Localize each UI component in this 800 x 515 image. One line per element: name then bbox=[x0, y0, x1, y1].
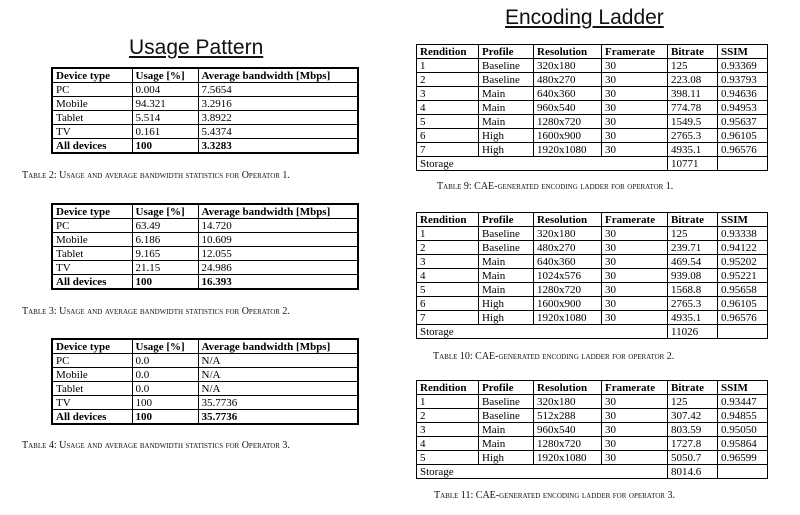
table-cell: 3 bbox=[417, 255, 479, 269]
table-cell: Main bbox=[479, 423, 534, 437]
table-cell: 100 bbox=[132, 396, 198, 410]
table-row bbox=[417, 423, 768, 437]
storage-label: Storage bbox=[417, 157, 668, 171]
table-row bbox=[417, 115, 768, 129]
table-cell: 125 bbox=[668, 227, 718, 241]
table-header-row bbox=[52, 68, 358, 83]
table-cell: 307.42 bbox=[668, 409, 718, 423]
table-cell: 1920x1080 bbox=[534, 311, 602, 325]
encoding-ladder-table-operator-3 bbox=[416, 380, 768, 479]
table-cell: 3.3283 bbox=[198, 139, 358, 154]
table-cell: 0.96105 bbox=[718, 297, 768, 311]
table-cell: 0.95637 bbox=[718, 115, 768, 129]
table-cell: 512x288 bbox=[534, 409, 602, 423]
table-cell: 125 bbox=[668, 59, 718, 73]
table-row bbox=[52, 396, 358, 410]
table-cell: Main bbox=[479, 87, 534, 101]
table-cell: 21.15 bbox=[132, 261, 198, 275]
table-row bbox=[52, 219, 358, 233]
table-cell: 223.08 bbox=[668, 73, 718, 87]
table-cell: 0.161 bbox=[132, 125, 198, 139]
table-cell bbox=[718, 325, 768, 339]
storage-value: 10771 bbox=[668, 157, 718, 171]
table-cell: 0.0 bbox=[132, 382, 198, 396]
table-cell: 5 bbox=[417, 451, 479, 465]
table-cell: Tablet bbox=[52, 382, 132, 396]
table-cell: Mobile bbox=[52, 233, 132, 247]
table-row bbox=[417, 311, 768, 325]
table-cell: 320x180 bbox=[534, 227, 602, 241]
table-row bbox=[417, 437, 768, 451]
storage-label: Storage bbox=[417, 465, 668, 479]
table-row bbox=[417, 395, 768, 409]
table-row bbox=[52, 97, 358, 111]
table-cell: 1920x1080 bbox=[534, 143, 602, 157]
header-bitrate: Bitrate bbox=[668, 381, 718, 395]
table-row bbox=[417, 269, 768, 283]
table-cell: 30 bbox=[602, 101, 668, 115]
table-cell: Main bbox=[479, 101, 534, 115]
table-cell: Tablet bbox=[52, 247, 132, 261]
header-bitrate: Bitrate bbox=[668, 213, 718, 227]
header-resolution: Resolution bbox=[534, 213, 602, 227]
table-cell: Tablet bbox=[52, 111, 132, 125]
table-cell: 0.95221 bbox=[718, 269, 768, 283]
table-cell: High bbox=[479, 311, 534, 325]
usage-pattern-heading: Usage Pattern bbox=[129, 36, 264, 59]
table-cell: 30 bbox=[602, 437, 668, 451]
table-caption: Table 11: CAE-generated encoding ladder for operator 3. bbox=[434, 490, 675, 501]
table-cell: High bbox=[479, 143, 534, 157]
table-cell: 6 bbox=[417, 297, 479, 311]
table-cell: 0.94636 bbox=[718, 87, 768, 101]
table-cell: 100 bbox=[132, 139, 198, 154]
header-framerate: Framerate bbox=[602, 381, 668, 395]
header-profile: Profile bbox=[479, 381, 534, 395]
table-cell: 4 bbox=[417, 437, 479, 451]
table-row bbox=[417, 297, 768, 311]
header-ssim: SSIM bbox=[718, 45, 768, 59]
table-cell: 960x540 bbox=[534, 423, 602, 437]
table-cell: 30 bbox=[602, 73, 668, 87]
table-cell: Mobile bbox=[52, 368, 132, 382]
encoding-ladder-heading: Encoding Ladder bbox=[505, 6, 664, 29]
total-row bbox=[52, 275, 358, 290]
table-cell: N/A bbox=[198, 382, 358, 396]
table-cell: 774.78 bbox=[668, 101, 718, 115]
table-cell: 2765.3 bbox=[668, 297, 718, 311]
header-ssim: SSIM bbox=[718, 213, 768, 227]
table-cell: 3.8922 bbox=[198, 111, 358, 125]
header-profile: Profile bbox=[479, 213, 534, 227]
table-cell: 4935.1 bbox=[668, 311, 718, 325]
table-cell: 1600x900 bbox=[534, 129, 602, 143]
table-cell: 0.0 bbox=[132, 368, 198, 382]
table-cell: 30 bbox=[602, 255, 668, 269]
table-cell: 30 bbox=[602, 297, 668, 311]
table-cell: 0.93369 bbox=[718, 59, 768, 73]
table-cell: PC bbox=[52, 83, 132, 97]
table-header-row bbox=[417, 381, 768, 395]
table-cell: 0.95864 bbox=[718, 437, 768, 451]
table-cell: Main bbox=[479, 437, 534, 451]
table-cell: 30 bbox=[602, 59, 668, 73]
table-cell: 30 bbox=[602, 269, 668, 283]
table-cell: 1568.8 bbox=[668, 283, 718, 297]
table-cell: 0.94855 bbox=[718, 409, 768, 423]
header-avg-bandwidth: Average bandwidth [Mbps] bbox=[198, 339, 358, 354]
table-cell: 5.514 bbox=[132, 111, 198, 125]
table-cell: 30 bbox=[602, 283, 668, 297]
storage-label: Storage bbox=[417, 325, 668, 339]
table-cell: 7 bbox=[417, 311, 479, 325]
table-row bbox=[417, 283, 768, 297]
table-cell: Main bbox=[479, 115, 534, 129]
header-device-type: Device type bbox=[52, 339, 132, 354]
table-cell: 100 bbox=[132, 410, 198, 425]
table-cell: 0.96599 bbox=[718, 451, 768, 465]
table-cell: 0.0 bbox=[132, 354, 198, 368]
header-usage: Usage [%] bbox=[132, 68, 198, 83]
table-cell: 30 bbox=[602, 227, 668, 241]
table-cell: Main bbox=[479, 255, 534, 269]
table-cell: 35.7736 bbox=[198, 410, 358, 425]
header-device-type: Device type bbox=[52, 68, 132, 83]
table-header-row bbox=[52, 339, 358, 354]
total-row bbox=[52, 410, 358, 425]
table-cell: 939.08 bbox=[668, 269, 718, 283]
table-cell: 4935.1 bbox=[668, 143, 718, 157]
table-caption: Table 9: CAE-generated encoding ladder for operator 1. bbox=[437, 181, 674, 192]
table-cell: 1 bbox=[417, 59, 479, 73]
table-cell: 100 bbox=[132, 275, 198, 290]
table-row bbox=[417, 227, 768, 241]
table-cell: 5050.7 bbox=[668, 451, 718, 465]
table-cell: 10.609 bbox=[198, 233, 358, 247]
table-cell: High bbox=[479, 129, 534, 143]
table-row bbox=[417, 409, 768, 423]
header-ssim: SSIM bbox=[718, 381, 768, 395]
table-cell: 30 bbox=[602, 115, 668, 129]
table-header-row bbox=[417, 213, 768, 227]
table-cell: 2765.3 bbox=[668, 129, 718, 143]
table-row bbox=[417, 143, 768, 157]
table-cell: Baseline bbox=[479, 409, 534, 423]
table-cell: 1024x576 bbox=[534, 269, 602, 283]
table-header-row bbox=[52, 204, 358, 219]
table-cell: 6 bbox=[417, 129, 479, 143]
table-row bbox=[52, 382, 358, 396]
table-cell: TV bbox=[52, 125, 132, 139]
table-cell: 1727.8 bbox=[668, 437, 718, 451]
table-cell: 63.49 bbox=[132, 219, 198, 233]
table-cell: 0.94122 bbox=[718, 241, 768, 255]
table-cell: 0.93447 bbox=[718, 395, 768, 409]
table-cell: Baseline bbox=[479, 73, 534, 87]
storage-value: 8014.6 bbox=[668, 465, 718, 479]
table-cell: 960x540 bbox=[534, 101, 602, 115]
header-device-type: Device type bbox=[52, 204, 132, 219]
table-cell: 30 bbox=[602, 395, 668, 409]
table-cell: 0.95658 bbox=[718, 283, 768, 297]
table-cell: 6.186 bbox=[132, 233, 198, 247]
table-cell: 469.54 bbox=[668, 255, 718, 269]
table-cell: PC bbox=[52, 219, 132, 233]
table-cell: 24.986 bbox=[198, 261, 358, 275]
table-cell: 398.11 bbox=[668, 87, 718, 101]
table-row bbox=[417, 73, 768, 87]
table-row bbox=[417, 101, 768, 115]
table-cell: 320x180 bbox=[534, 395, 602, 409]
table-cell: 0.93338 bbox=[718, 227, 768, 241]
table-cell: 0.94953 bbox=[718, 101, 768, 115]
total-row bbox=[52, 139, 358, 154]
table-row bbox=[52, 261, 358, 275]
storage-row bbox=[417, 325, 768, 339]
table-cell: All devices bbox=[52, 275, 132, 290]
table-cell: TV bbox=[52, 261, 132, 275]
header-avg-bandwidth: Average bandwidth [Mbps] bbox=[198, 204, 358, 219]
table-cell: 803.59 bbox=[668, 423, 718, 437]
table-row bbox=[52, 233, 358, 247]
table-caption: Table 3: Usage and average bandwidth statistics for Operator 2. bbox=[22, 306, 290, 317]
table-cell: TV bbox=[52, 396, 132, 410]
usage-table-operator-1 bbox=[51, 67, 359, 154]
table-cell: Main bbox=[479, 269, 534, 283]
header-rendition: Rendition bbox=[417, 213, 479, 227]
table-cell: 2 bbox=[417, 73, 479, 87]
table-cell: Baseline bbox=[479, 227, 534, 241]
table-cell: 320x180 bbox=[534, 59, 602, 73]
table-cell: High bbox=[479, 451, 534, 465]
table-cell: 3 bbox=[417, 423, 479, 437]
table-cell: 12.055 bbox=[198, 247, 358, 261]
table-cell: 0.96576 bbox=[718, 143, 768, 157]
usage-table-operator-2 bbox=[51, 203, 359, 290]
table-cell: 1 bbox=[417, 395, 479, 409]
table-cell: 30 bbox=[602, 129, 668, 143]
table-cell: 0.95202 bbox=[718, 255, 768, 269]
table-header-row bbox=[417, 45, 768, 59]
table-cell: 30 bbox=[602, 409, 668, 423]
table-cell: 94.321 bbox=[132, 97, 198, 111]
table-row bbox=[52, 125, 358, 139]
table-cell: 0.95050 bbox=[718, 423, 768, 437]
table-cell bbox=[718, 157, 768, 171]
table-cell: 0.93793 bbox=[718, 73, 768, 87]
encoding-ladder-table-operator-2 bbox=[416, 212, 768, 339]
table-cell: 3 bbox=[417, 87, 479, 101]
table-cell: 1600x900 bbox=[534, 297, 602, 311]
table-row bbox=[417, 59, 768, 73]
table-cell: 30 bbox=[602, 87, 668, 101]
storage-row bbox=[417, 157, 768, 171]
table-cell: N/A bbox=[198, 368, 358, 382]
table-cell: 5.4374 bbox=[198, 125, 358, 139]
table-cell: N/A bbox=[198, 354, 358, 368]
table-cell: 1 bbox=[417, 227, 479, 241]
table-cell: 2 bbox=[417, 409, 479, 423]
table-cell bbox=[718, 465, 768, 479]
table-cell: 30 bbox=[602, 241, 668, 255]
table-row bbox=[52, 111, 358, 125]
table-cell: 16.393 bbox=[198, 275, 358, 290]
header-resolution: Resolution bbox=[534, 45, 602, 59]
encoding-ladder-table-operator-1 bbox=[416, 44, 768, 171]
table-row bbox=[417, 87, 768, 101]
storage-row bbox=[417, 465, 768, 479]
table-cell: 30 bbox=[602, 311, 668, 325]
table-cell: 1549.5 bbox=[668, 115, 718, 129]
table-cell: 2 bbox=[417, 241, 479, 255]
table-row bbox=[417, 129, 768, 143]
table-cell: 0.004 bbox=[132, 83, 198, 97]
header-bitrate: Bitrate bbox=[668, 45, 718, 59]
table-cell: 7.5654 bbox=[198, 83, 358, 97]
header-usage: Usage [%] bbox=[132, 339, 198, 354]
table-cell: 9.165 bbox=[132, 247, 198, 261]
table-cell: 480x270 bbox=[534, 73, 602, 87]
table-cell: 4 bbox=[417, 101, 479, 115]
table-cell: Main bbox=[479, 283, 534, 297]
table-cell: 1280x720 bbox=[534, 283, 602, 297]
table-cell: 0.96105 bbox=[718, 129, 768, 143]
table-cell: 5 bbox=[417, 115, 479, 129]
storage-value: 11026 bbox=[668, 325, 718, 339]
usage-table-operator-3 bbox=[51, 338, 359, 425]
table-cell: Baseline bbox=[479, 59, 534, 73]
header-rendition: Rendition bbox=[417, 45, 479, 59]
table-cell: 30 bbox=[602, 423, 668, 437]
table-cell: 125 bbox=[668, 395, 718, 409]
table-cell: 4 bbox=[417, 269, 479, 283]
table-cell: 35.7736 bbox=[198, 396, 358, 410]
table-caption: Table 10: CAE-generated encoding ladder for operator 2. bbox=[433, 351, 675, 362]
table-cell: 0.96576 bbox=[718, 311, 768, 325]
header-avg-bandwidth: Average bandwidth [Mbps] bbox=[198, 68, 358, 83]
table-row bbox=[417, 255, 768, 269]
table-row bbox=[417, 451, 768, 465]
table-cell: Mobile bbox=[52, 97, 132, 111]
header-rendition: Rendition bbox=[417, 381, 479, 395]
table-row bbox=[417, 241, 768, 255]
table-row bbox=[52, 83, 358, 97]
table-cell: 5 bbox=[417, 283, 479, 297]
table-cell: 30 bbox=[602, 451, 668, 465]
table-cell: 7 bbox=[417, 143, 479, 157]
table-cell: High bbox=[479, 297, 534, 311]
header-framerate: Framerate bbox=[602, 45, 668, 59]
table-cell: Baseline bbox=[479, 395, 534, 409]
header-usage: Usage [%] bbox=[132, 204, 198, 219]
table-cell: All devices bbox=[52, 410, 132, 425]
table-cell: 1280x720 bbox=[534, 115, 602, 129]
table-cell: 3.2916 bbox=[198, 97, 358, 111]
table-cell: PC bbox=[52, 354, 132, 368]
table-cell: 1280x720 bbox=[534, 437, 602, 451]
table-row bbox=[52, 368, 358, 382]
header-profile: Profile bbox=[479, 45, 534, 59]
header-resolution: Resolution bbox=[534, 381, 602, 395]
table-cell: 14.720 bbox=[198, 219, 358, 233]
table-cell: 30 bbox=[602, 143, 668, 157]
table-cell: 1920x1080 bbox=[534, 451, 602, 465]
table-cell: 640x360 bbox=[534, 255, 602, 269]
table-cell: 640x360 bbox=[534, 87, 602, 101]
table-row bbox=[52, 354, 358, 368]
table-row bbox=[52, 247, 358, 261]
table-caption: Table 2: Usage and average bandwidth statistics for Operator 1. bbox=[22, 170, 290, 181]
table-cell: All devices bbox=[52, 139, 132, 154]
table-cell: Baseline bbox=[479, 241, 534, 255]
table-cell: 480x270 bbox=[534, 241, 602, 255]
header-framerate: Framerate bbox=[602, 213, 668, 227]
table-caption: Table 4: Usage and average bandwidth statistics for Operator 3. bbox=[22, 440, 290, 451]
table-cell: 239.71 bbox=[668, 241, 718, 255]
